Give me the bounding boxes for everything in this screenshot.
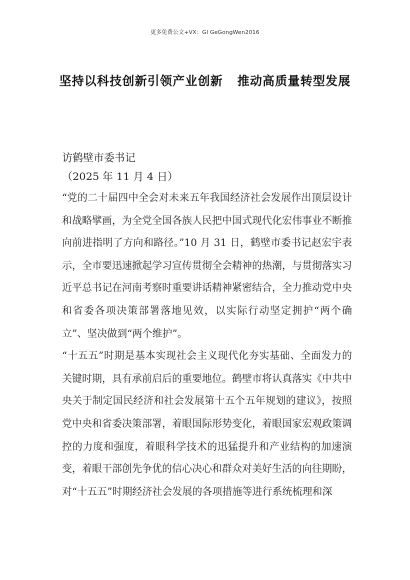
document-subtitle: 访鹤壁市委书记 — [62, 152, 136, 164]
top-banner: 更多免费公文+VX：Gl GeGongWen2016 — [150, 30, 260, 36]
body-paragraph-1: “党的二十届四中全会对未来五年我国经济社会发展作出顶层设计和战略擘画，为全党全国各族人民把中国式现代化宏伟事业不断推向前进指明了方向和路径。”10 月 31 日，鹤壁市委书记赵宏宇表示，全市要迅速掀起学习宣传贯彻全会精神的热潮，与贯彻落实习近平总书记在河南考察时重要讲话精神紧密结合，全力推动党中央和省委各项决策部署落地见效，以实际行动坚定拥护“两个确立”、坚决做到“两个维护”。 — [62, 193, 352, 340]
document-title: 坚持以科技创新引领产业创新 推动高质量转型发展 — [59, 74, 351, 88]
document-date: （2025 年 11 月 4 日） — [62, 171, 178, 183]
document-body — [62, 188, 352, 504]
body-paragraph-2: “十五五”时期是基本实现社会主义现代化夯实基础、全面发力的关键时期，具有承前启后的重要地位。鹤壁市将认真落实《中共中央关于制定国民经济和社会发展第十五个五年规划的建议》，按照党中央和省委决策部署，着眼国际形势变化，着眼国家宏观政策调控的力度和强度，着眼科学技术的迅猛提升和产业结构的加速演变，着眼干部创先争优的信心决心和群众对美好生活的向往期盼，对“十五五”时期经济社会发展的各项措施等进行系统梳理和深 — [62, 351, 352, 498]
